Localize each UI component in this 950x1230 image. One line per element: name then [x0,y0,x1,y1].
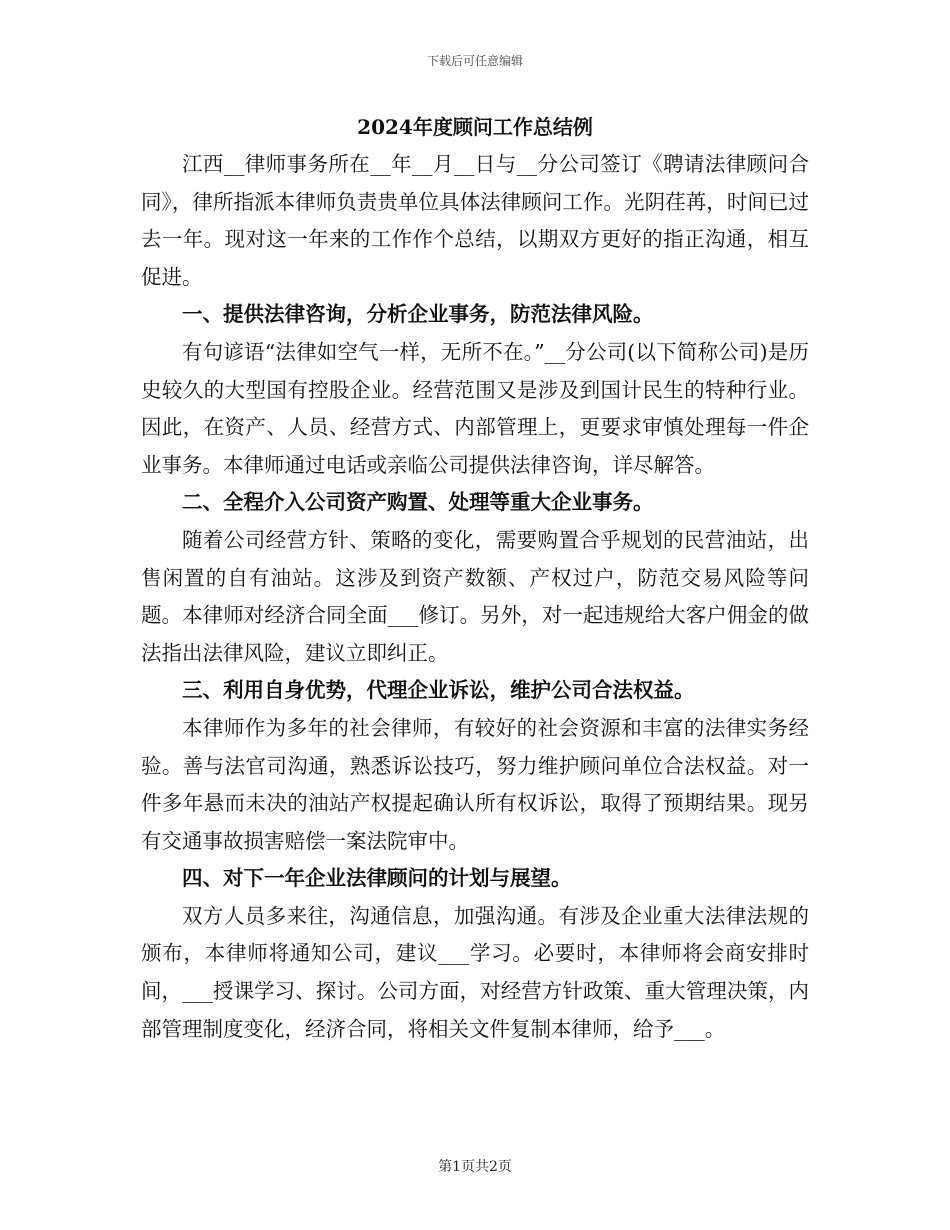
section-paragraph-1: 有句谚语“法律如空气一样，无所不在。”__分公司(以下简称公司)是历史较久的大型国有控股企业。经营范围又是涉及到国计民生的特种行业。因此，在资产、人员、经营方式、内部管理上，更要求审慎处理每一件企业事务。本律师通过电话或亲临公司提供法律咨询，详尽解答。 [141,339,809,477]
section-paragraph-2: 随着公司经营方针、策略的变化，需要购置合乎规划的民营油站，出售闲置的自有油站。这涉及到资产数额、产权过户，防范交易风险等问题。本律师对经济合同全面___修订。另外，对一起违规给大客户佣金的做法指出法律风险，建议立即纠正。 [141,527,809,665]
section-heading-2: 二、全程介入公司资产购置、处理等重大企业事务。 [182,490,654,515]
section-paragraph-4: 双方人员多来往，沟通信息，加强沟通。有涉及企业重大法律法规的颁布，本律师将通知公司，建议___学习。必要时，本律师将会商安排时间，___授课学习、探讨。公司方面，对经营方针政策、重大管理决策，内部管理制度变化，经济合同，将相关文件复制本律师，给予___。 [141,903,809,1041]
intro-paragraph: 江西__律师事务所在__年__月__日与__分公司签订《聘请法律顾问合同》，律所指派本律师负责贵单位具体法律顾问工作。光阴荏苒，时间已过去一年。现对这一年来的工作作个总结，以期双方更好的指正沟通，相互促进。 [141,152,809,289]
header-note: 下载后可任意编辑 [426,54,523,68]
section-heading-1: 一、提供法律咨询，分析企业事务，防范法律风险。 [182,302,654,327]
section-heading-4: 四、对下一年企业法律顾问的计划与展望。 [182,866,572,891]
document-title: 2024年度顾问工作总结例 [357,115,593,139]
section-heading-3: 三、利用自身优势，代理企业诉讼，维护公司合法权益。 [182,678,695,703]
document-body [141,146,809,1048]
page-number: 第1页共2页 [438,1159,512,1175]
section-paragraph-3: 本律师作为多年的社会律师，有较好的社会资源和丰富的法律实务经验。善与法官司沟通，熟悉诉讼技巧，努力维护顾问单位合法权益。对一件多年悬而未决的油站产权提起确认所有权诉讼，取得了预期结果。现另有交通事故损害赔偿一案法院审中。 [141,715,809,853]
